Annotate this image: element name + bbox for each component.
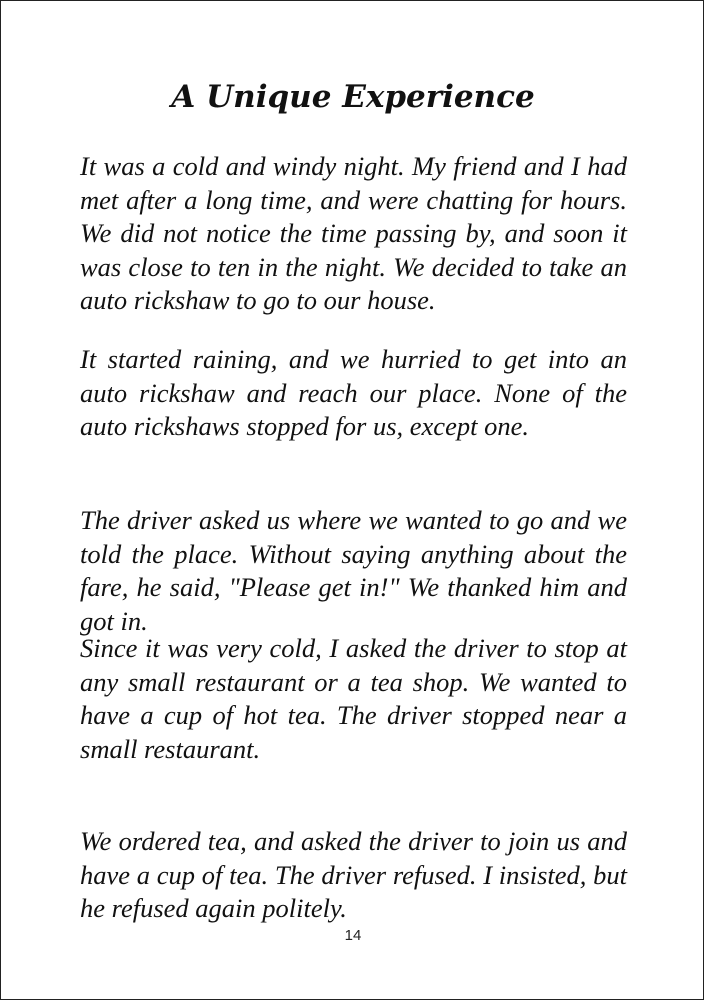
story-title: A Unique Experience — [171, 79, 535, 115]
paragraph-3: The driver asked us where we wanted to go and we told the place. Without saying anything about the fare, he said, "Please get in!" We thanked him and got in. — [80, 505, 627, 636]
paragraph-1: It was a cold and windy night. My friend and I had met after a long time, and were chatting for hours. We did not notice the time passing by, and soon it was close to ten in the night. We decided to take an auto rickshaw to go to our house. — [80, 151, 627, 315]
page-number: 14 — [344, 927, 362, 944]
paragraph-2: It started raining, and we hurried to get into an auto rickshaw and reach our place. None of the auto rickshaws stopped for us, except one. — [80, 344, 627, 441]
paragraph-5: We ordered tea, and asked the driver to join us and have a cup of tea. The driver refused. I insisted, but he refused again politely. — [80, 826, 627, 923]
paragraph-4: Since it was very cold, I asked the driver to stop at any small restaurant or a tea shop. We wanted to have a cup of hot tea. The driver stopped near a small restaurant. — [80, 633, 627, 764]
